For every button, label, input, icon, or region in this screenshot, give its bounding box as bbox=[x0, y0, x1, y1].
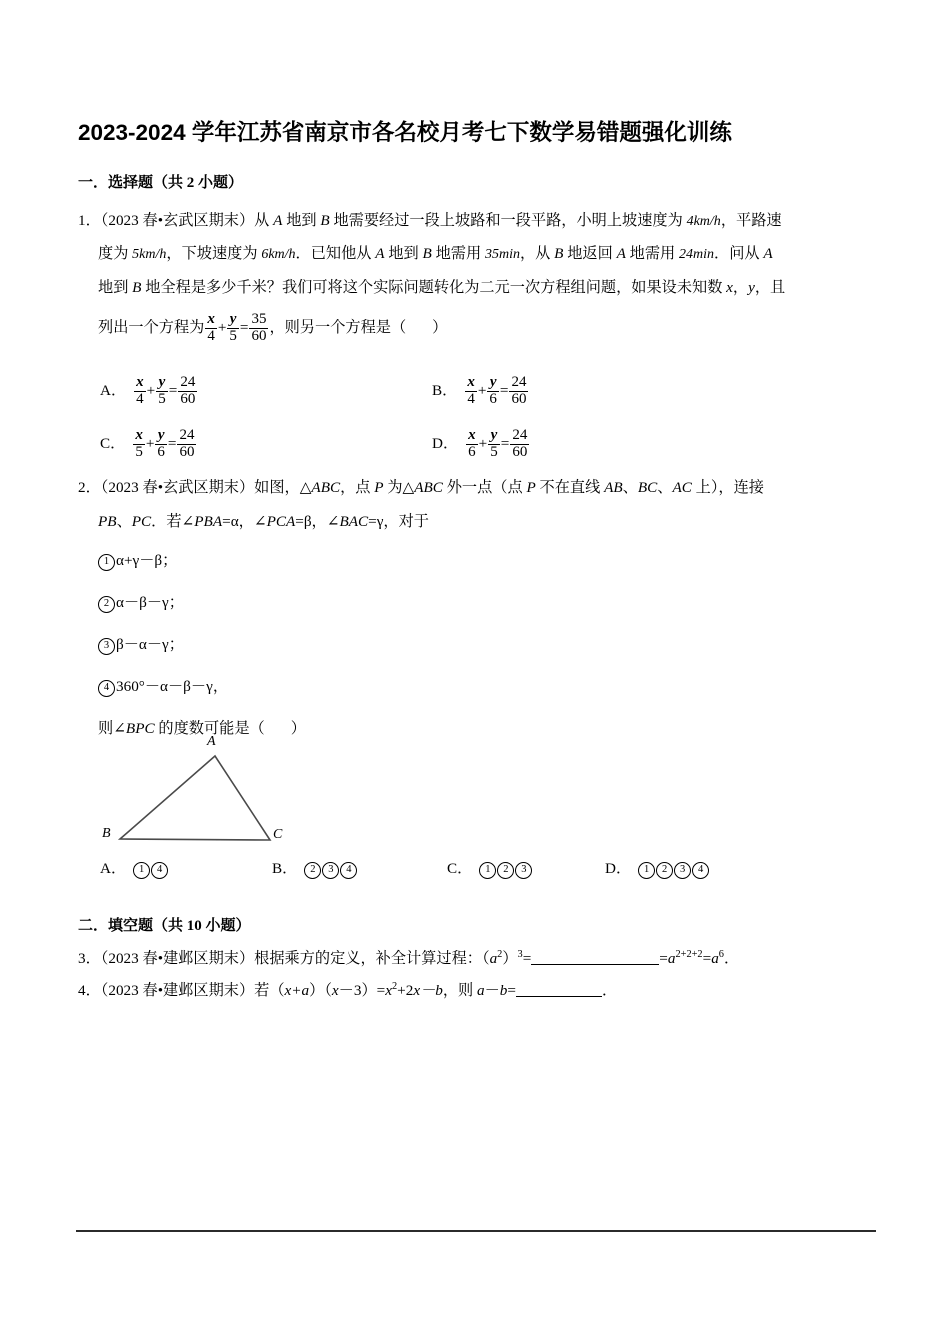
q2-opt-b-item-3: 4 bbox=[340, 862, 357, 879]
triangle-abc-shape bbox=[120, 756, 270, 840]
question-2-option-a[interactable] bbox=[100, 858, 169, 880]
opt-b-eq: = bbox=[499, 382, 509, 400]
q2-l1-c: 为△ bbox=[383, 479, 415, 496]
q1-l2-g: 地返回 bbox=[563, 245, 617, 262]
q1-l2-i: ．问从 bbox=[714, 245, 764, 262]
q1-stem-equation bbox=[204, 312, 269, 345]
opt-c-op: + bbox=[145, 435, 155, 453]
q1-l2-e: 地需用 bbox=[431, 245, 485, 262]
option-b-label: B． bbox=[432, 381, 458, 399]
q1-speed-flat: 5km/h bbox=[132, 247, 167, 262]
q4-text-a: 若（ bbox=[254, 982, 285, 999]
circled-number-3: 3 bbox=[98, 638, 115, 655]
q2-l1-e: 不在直线 bbox=[535, 479, 605, 496]
q2-seg-pb: PB bbox=[98, 513, 117, 530]
q1-text-b: 地到 bbox=[282, 212, 321, 229]
frac-opt-b-3: $\frac{24}{60}$ bbox=[511, 374, 527, 407]
frac-35-60: $\frac{35}{60}$ bbox=[251, 311, 267, 344]
q3-exp-outer: 3 bbox=[517, 948, 523, 960]
q4-var-x-2: x bbox=[331, 982, 339, 999]
q3-text-b: ） bbox=[502, 950, 518, 967]
q2-l1-f: 、 bbox=[622, 479, 638, 496]
q4-exp: 2 bbox=[391, 980, 398, 992]
opt-a-eq: = bbox=[168, 382, 178, 400]
q1-text-a: 从 bbox=[254, 212, 274, 229]
question-2-item-3 bbox=[98, 634, 184, 656]
circled-number-4: 4 bbox=[98, 680, 115, 697]
question-1-line-3 bbox=[98, 277, 785, 299]
question-1-option-c[interactable] bbox=[100, 428, 197, 461]
q1-text-c: 地需要经过一段上坡路和一段平路，小明上坡速度为 bbox=[329, 212, 687, 229]
option-c-equation bbox=[132, 428, 197, 461]
frac-opt-a-2: $\frac{y}{5}$ bbox=[158, 374, 166, 407]
question-3 bbox=[78, 948, 739, 970]
q4-period: ． bbox=[601, 982, 618, 999]
option-b-equation bbox=[464, 375, 529, 408]
triangle-figure bbox=[80, 726, 370, 851]
q3-exp-inner: 2 bbox=[497, 948, 503, 960]
page-title: 2023-2024 学年江苏省南京市各名校月考七下数学易错题强化训练 bbox=[78, 120, 732, 145]
q1-speed-uphill: 4km/h bbox=[686, 214, 721, 229]
q1-l3-comma: ， bbox=[732, 279, 749, 296]
q1-label-B: B bbox=[320, 212, 330, 229]
q4-var-x-3: x bbox=[385, 982, 392, 999]
q1-l2-A1: A bbox=[375, 245, 385, 262]
question-4 bbox=[78, 980, 617, 1002]
q4-minus-3: －3 bbox=[338, 982, 362, 999]
q2-item-3-text: β－α－γ； bbox=[116, 636, 184, 653]
option-d-label: D． bbox=[432, 434, 459, 452]
q1-l2-A2: A bbox=[616, 245, 626, 262]
q2-l1-a: 如图，△ bbox=[254, 479, 312, 496]
q4-var-x-1: x bbox=[284, 982, 292, 999]
q2-triangle-abc-2: ABC bbox=[414, 479, 443, 496]
circled-number-2: 2 bbox=[98, 596, 115, 613]
question-2-line-2 bbox=[98, 511, 429, 533]
q2-angle-bpc: BPC bbox=[125, 720, 155, 737]
q4-text-b: ）（ bbox=[309, 982, 332, 999]
q2-seg-ab: AB bbox=[604, 479, 623, 496]
q2-l2-b: 、 bbox=[116, 513, 132, 530]
question-1-number: 1． bbox=[78, 212, 101, 229]
q2-triangle-abc-1: ABC bbox=[311, 479, 341, 496]
option-a-label: A． bbox=[100, 381, 127, 399]
opt-a-op: + bbox=[146, 382, 156, 400]
question-1-option-d[interactable] bbox=[432, 428, 530, 461]
q2-option-c-label: C． bbox=[447, 860, 473, 877]
q2-option-d-label: D． bbox=[605, 860, 632, 877]
q2-seg-ac: AC bbox=[672, 479, 692, 496]
q1-l2-c: ．已知他从 bbox=[295, 245, 376, 262]
q4-var-x-4: x bbox=[413, 982, 421, 999]
q3-text-a: 根据乘方的定义，补全计算过程：（ bbox=[254, 950, 490, 967]
opt-c-eq: = bbox=[167, 435, 177, 453]
q1-stem-op: + bbox=[217, 319, 227, 337]
question-1-option-a[interactable] bbox=[100, 375, 198, 408]
question-2-item-1 bbox=[98, 550, 177, 572]
q2-opt-c-item-3: 3 bbox=[515, 862, 532, 879]
q3-result-exp-1: 2+2+2 bbox=[675, 948, 703, 960]
q1-l2-d: 地到 bbox=[384, 245, 423, 262]
q2-l1-d: 外一点（点 bbox=[442, 479, 527, 496]
frac-opt-b-2: $\frac{y}{6}$ bbox=[489, 374, 497, 407]
q2-angle-pba: PBA bbox=[194, 513, 223, 530]
section-heading-choice: 一．选择题（共 2 小题） bbox=[78, 175, 244, 191]
q2-opt-d-item-2: 2 bbox=[656, 862, 673, 879]
q2-angle-bac: BAC bbox=[339, 513, 369, 530]
q4-text-e: ，则 bbox=[442, 982, 478, 999]
q2-opt-a-item-1: 1 bbox=[133, 862, 150, 879]
triangle-svg bbox=[80, 726, 370, 851]
frac-opt-d-3: $\frac{24}{60}$ bbox=[512, 427, 528, 460]
figure-vertex-label-a: A bbox=[207, 734, 216, 749]
q3-eq-2: = bbox=[659, 950, 668, 967]
frac-opt-a-3: $\frac{24}{60}$ bbox=[180, 374, 196, 407]
q2-option-b-label: B． bbox=[272, 860, 298, 877]
q2-item-4-text: 360°－α－β－γ， bbox=[116, 678, 229, 695]
q2-l2-g: =γ，对于 bbox=[368, 513, 429, 530]
frac-opt-c-1: $\frac{x}{5}$ bbox=[135, 427, 143, 460]
question-2-option-c[interactable] bbox=[447, 858, 533, 880]
q2-point-p-2: P bbox=[526, 479, 536, 496]
q2-point-p-1: P bbox=[374, 479, 384, 496]
q1-l2-B2: B bbox=[554, 245, 564, 262]
frac-x-4: $\frac{x}{4}$ bbox=[207, 311, 215, 344]
question-1-line-1 bbox=[78, 210, 782, 233]
q1-l2-a: 度为 bbox=[98, 245, 133, 262]
q1-l3-a: 地到 bbox=[98, 279, 133, 296]
question-1-line-2 bbox=[98, 243, 773, 266]
q2-l1-g: 、 bbox=[657, 479, 673, 496]
q2-l1-h: 上），连接 bbox=[691, 479, 764, 496]
q2-opt-d-item-1: 1 bbox=[638, 862, 655, 879]
question-2-number: 2． bbox=[78, 479, 101, 496]
q1-text-d: ，平路速 bbox=[720, 212, 782, 229]
section-heading-fill: 二．填空题（共 10 小题） bbox=[78, 918, 251, 934]
q2-angle-pca: PCA bbox=[266, 513, 296, 530]
option-d-equation bbox=[465, 428, 530, 461]
q1-speed-downhill: 6km/h bbox=[261, 247, 296, 262]
q1-l2-f: ，从 bbox=[519, 245, 555, 262]
question-1-source: （2023 春•玄武区期末） bbox=[100, 212, 255, 229]
q4-plus-a: +a bbox=[291, 982, 310, 999]
q1-l2-h: 地需用 bbox=[625, 245, 679, 262]
question-3-source: （2023 春•建邺区期末） bbox=[100, 950, 255, 967]
q3-base-a: a bbox=[489, 950, 498, 967]
q2-option-a-label: A． bbox=[100, 860, 127, 877]
q1-var-x: x bbox=[726, 279, 733, 296]
frac-opt-d-2: $\frac{y}{5}$ bbox=[490, 427, 498, 460]
q1-time-ab: 35min bbox=[484, 247, 520, 262]
option-a-equation bbox=[133, 375, 198, 408]
question-4-answer-blank[interactable] bbox=[516, 983, 602, 997]
opt-b-op: + bbox=[477, 382, 487, 400]
q2-l2-f: =β，∠ bbox=[295, 513, 340, 530]
q1-l4-c: ） bbox=[432, 318, 448, 336]
q1-label-A: A bbox=[273, 212, 283, 229]
q1-l3-b: 地全程是多少千米？我们可将这个实际问题转化为二元一次方程组问题，如果设未知数 bbox=[141, 279, 727, 296]
q2-opt-a-item-2: 4 bbox=[151, 862, 168, 879]
q3-result-base-2: a bbox=[711, 950, 719, 967]
figure-vertex-label-b: B bbox=[102, 826, 111, 841]
circled-number-1: 1 bbox=[98, 554, 115, 571]
q4-text-d: +2 bbox=[397, 982, 414, 999]
q2-opt-d-item-4: 4 bbox=[692, 862, 709, 879]
question-1-line-4 bbox=[98, 312, 447, 345]
q2-l2-d: ．若∠ bbox=[151, 513, 195, 530]
q1-l2-b: ，下坡速度为 bbox=[166, 245, 262, 262]
q1-l3-B: B bbox=[132, 279, 142, 296]
q2-opt-c-item-1: 1 bbox=[479, 862, 496, 879]
q4-text-c: ）= bbox=[361, 982, 386, 999]
q2-opt-b-item-1: 2 bbox=[304, 862, 321, 879]
frac-y-5: $\frac{y}{5}$ bbox=[229, 311, 237, 344]
question-4-number: 4． bbox=[78, 982, 101, 999]
opt-d-eq: = bbox=[500, 435, 510, 453]
opt-d-op: + bbox=[478, 435, 488, 453]
figure-vertex-label-c: C bbox=[273, 827, 283, 842]
option-c-label: C． bbox=[100, 434, 126, 452]
q2-seg-pc: PC bbox=[131, 513, 152, 530]
question-2-option-d[interactable] bbox=[605, 858, 710, 880]
q4-var-b: b bbox=[499, 982, 508, 999]
q1-l4-b: ，则另一个方程是（ bbox=[269, 318, 407, 336]
footer-divider bbox=[76, 1230, 876, 1232]
q2-item-2-text: α－β－γ； bbox=[116, 594, 184, 611]
q2-opt-c-item-2: 2 bbox=[497, 862, 514, 879]
q2-seg-bc: BC bbox=[637, 479, 658, 496]
q4-text-f: = bbox=[507, 982, 516, 999]
frac-opt-c-2: $\frac{y}{6}$ bbox=[157, 427, 165, 460]
question-2-item-4 bbox=[98, 676, 228, 698]
q4-minus: － bbox=[484, 982, 500, 999]
q3-result-exp-2: 6 bbox=[718, 948, 724, 960]
question-2-source: （2023 春•玄武区期末） bbox=[100, 479, 255, 496]
question-2-item-2 bbox=[98, 592, 184, 614]
question-2-line-1 bbox=[78, 477, 764, 499]
q2-closing-c: ） bbox=[290, 720, 306, 737]
q1-l3-c: ，且 bbox=[754, 279, 786, 296]
frac-opt-a-1: $\frac{x}{4}$ bbox=[136, 374, 144, 407]
question-2-option-b[interactable] bbox=[272, 858, 358, 880]
q3-period: ． bbox=[723, 950, 740, 967]
question-1-option-b[interactable] bbox=[432, 375, 529, 408]
q2-opt-b-item-2: 3 bbox=[322, 862, 339, 879]
q2-item-1-text: α+γ－β； bbox=[116, 552, 178, 569]
frac-opt-c-3: $\frac{24}{60}$ bbox=[179, 427, 195, 460]
q4-var-a: a bbox=[477, 982, 485, 999]
q2-l1-b: ，点 bbox=[340, 479, 375, 496]
frac-opt-b-1: $\frac{x}{4}$ bbox=[467, 374, 475, 407]
q1-var-y: y bbox=[748, 279, 755, 296]
q2-closing-a: 则∠ bbox=[98, 720, 126, 737]
question-3-number: 3． bbox=[78, 950, 101, 967]
q2-closing-b: 的度数可能是（ bbox=[154, 720, 265, 737]
question-4-source: （2023 春•建邺区期末） bbox=[100, 982, 255, 999]
q3-eq-1: = bbox=[522, 950, 532, 967]
q1-l2-B1: B bbox=[422, 245, 432, 262]
q1-stem-eq: = bbox=[239, 319, 249, 337]
q1-l2-A3: A bbox=[763, 245, 773, 262]
q2-opt-d-item-3: 3 bbox=[674, 862, 691, 879]
q1-l4-a: 列出一个方程为 bbox=[98, 318, 205, 336]
q4-minus-b: －b bbox=[420, 982, 443, 999]
q3-result-base-1: a bbox=[667, 950, 676, 967]
question-3-answer-blank[interactable] bbox=[531, 951, 659, 965]
q2-l2-e: =α，∠ bbox=[222, 513, 267, 530]
q1-time-ba: 24min bbox=[679, 247, 714, 262]
q3-eq-3: = bbox=[702, 950, 712, 967]
frac-opt-d-1: $\frac{x}{6}$ bbox=[468, 427, 476, 460]
